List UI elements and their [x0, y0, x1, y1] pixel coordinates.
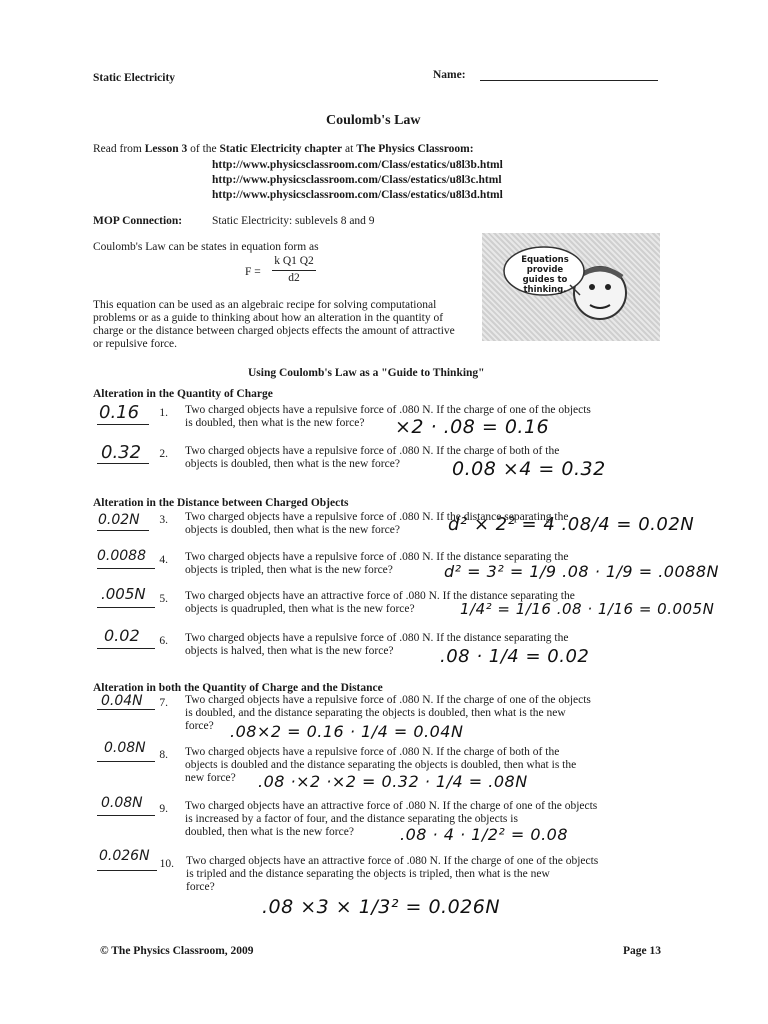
answer-blank[interactable] [97, 424, 149, 425]
question-number: 5. [159, 593, 168, 605]
answer-blank[interactable] [97, 530, 149, 531]
handwritten-answer: 0.16 [99, 402, 140, 423]
section-title: Alteration in the Quantity of Charge [93, 388, 273, 400]
question-text: Two charged objects have a repulsive force of .080 N. If the charge of one of the objects is doubled, then what is the new force? [185, 404, 591, 429]
answer-blank[interactable] [97, 815, 155, 816]
lesson-link[interactable]: http://www.physicsclassroom.com/Class/estatics/u8l3c.html [212, 174, 502, 186]
question-number: 7. [159, 697, 168, 709]
answer-blank[interactable] [97, 761, 155, 762]
name-field-line[interactable] [480, 80, 658, 81]
copyright: © The Physics Classroom, 2009 [100, 945, 254, 957]
question-number: 10. [159, 858, 174, 870]
question-text: Two charged objects have a repulsive force of .080 N. If the distance separating the objects is halved, then what is the new force? [185, 632, 569, 657]
intro-paragraph: This equation can be used as an algebraic recipe for solving computational problems or as a guide to thinking about how an alteration in the quantity of charge or the distance between charged objects effects the amount of attractive or repulsive force. [93, 299, 455, 350]
handwritten-work: 1/4² = 1/16 .08 · 1/16 = 0.005N [460, 600, 715, 618]
answer-blank[interactable] [97, 463, 149, 464]
question-number: 6. [159, 635, 168, 647]
handwritten-answer: 0.02N [98, 512, 140, 528]
equation-intro: Coulomb's Law can be states in equation form as [93, 241, 319, 253]
handwritten-answer: 0.026N [99, 848, 150, 864]
question-text: Two charged objects have an attractive force of .080 N. If the distance separating the objects is quadrupled, then what is the new force? [185, 590, 575, 615]
question-text: Two charged objects have a repulsive force of .080 N. If the distance separating the objects is tripled, then what is the new force? [185, 551, 569, 576]
page-title: Coulomb's Law [326, 113, 421, 128]
question-number: 2. [159, 448, 168, 460]
answer-blank[interactable] [97, 709, 155, 710]
question-text: Two charged objects have a repulsive force of .080 N. If the distance separating the objects is doubled, then what is the new force? [185, 511, 569, 536]
reading-intro: Read from Lesson 3 of the Static Electricity chapter at The Physics Classroom: [93, 143, 474, 155]
handwritten-work: d² × 2² = 4 .08/4 = 0.02N [448, 514, 695, 535]
handwritten-work: ×2 · .08 = 0.16 [395, 416, 550, 438]
name-label: Name: [433, 69, 466, 81]
handwritten-work: .08 · 1/4 = 0.02 [440, 646, 590, 667]
handwritten-answer: .005N [101, 585, 146, 603]
question-number: 9. [159, 803, 168, 815]
question-text: Two charged objects have a repulsive force of .080 N. If the charge of one of the objects is doubled, and the distance separating the objects is doubled, then what is the new force? [185, 694, 591, 732]
question-text: Two charged objects have a repulsive force of .080 N. If the charge of both of the objects is doubled, then what is the new force? [185, 445, 560, 470]
mop-value: Static Electricity: sublevels 8 and 9 [212, 215, 375, 227]
equation-lhs: F = [245, 266, 261, 278]
handwritten-answer: 0.02 [104, 626, 140, 645]
answer-blank[interactable] [97, 568, 155, 569]
handwritten-work: .08 · 4 · 1/2² = 0.08 [400, 825, 569, 844]
question-text: Two charged objects have an attractive force of .080 N. If the charge of one of the objects is increased by a factor of four, and the distance separating the objects is doubled, then what is the new force? [185, 800, 598, 838]
handwritten-work: .08 ·×2 ·×2 = 0.32 · 1/4 = .08N [258, 772, 528, 791]
handwritten-answer: 0.04N [101, 693, 143, 709]
handwritten-answer: 0.08N [104, 740, 146, 756]
speech-bubble-text: Equations provide guides to thinking. [521, 255, 569, 295]
equation-denominator: d2 [288, 272, 300, 284]
cartoon-image [482, 233, 660, 341]
question-number: 3. [159, 514, 168, 526]
handwritten-work: 0.08 ×4 = 0.32 [452, 458, 606, 480]
handwritten-answer: 0.0088 [97, 548, 146, 564]
section-title: Alteration in both the Quantity of Charge and the Distance [93, 682, 383, 694]
handwritten-work: d² = 3² = 1/9 .08 · 1/9 = .0088N [444, 562, 719, 581]
page-number: Page 13 [623, 945, 662, 957]
fraction-bar [272, 270, 316, 271]
equation-numerator: k Q1 Q2 [274, 255, 314, 267]
question-number: 8. [159, 749, 168, 761]
mop-label: MOP Connection: [93, 215, 183, 227]
handwritten-answer: 0.08N [101, 795, 143, 811]
lesson-link[interactable]: http://www.physicsclassroom.com/Class/estatics/u8l3b.html [212, 159, 503, 171]
worksheet-topic: Static Electricity [93, 72, 176, 84]
handwritten-work: .08×2 = 0.16 · 1/4 = 0.04N [230, 722, 464, 741]
answer-blank[interactable] [97, 870, 157, 871]
question-text: Two charged objects have a repulsive force of .080 N. If the charge of both of the objects is doubled and the distance separating the objects is doubled, then what is the new force? [185, 746, 577, 784]
question-number: 4. [159, 554, 168, 566]
answer-blank[interactable] [97, 607, 155, 608]
question-text: Two charged objects have an attractive force of .080 N. If the charge of one of the objects is tripled and the distance separating the objects is tripled, then what is the new force? [186, 855, 599, 893]
handwritten-work: .08 ×3 × 1/3² = 0.026N [262, 896, 501, 918]
section-title: Alteration in the Distance between Charged Objects [93, 497, 349, 509]
question-number: 1. [159, 407, 168, 419]
handwritten-answer: 0.32 [101, 442, 142, 463]
guide-title: Using Coulomb's Law as a "Guide to Thinking" [248, 367, 485, 379]
lesson-link[interactable]: http://www.physicsclassroom.com/Class/estatics/u8l3d.html [212, 189, 503, 201]
answer-blank[interactable] [97, 648, 155, 649]
